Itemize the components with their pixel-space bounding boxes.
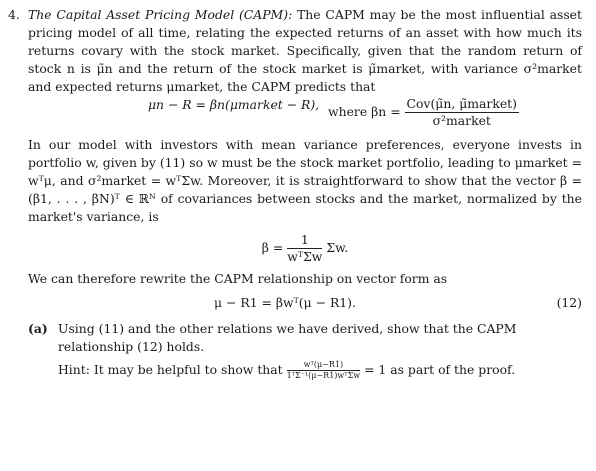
capm-equation <box>28 96 582 136</box>
beta-numerator: 1 <box>287 232 322 249</box>
beta-n-definition <box>328 96 519 129</box>
equation-12-body: μ − R1 = βwᵀ(μ − R1). <box>214 295 356 310</box>
beta-equation <box>28 226 582 270</box>
part-a-label: (a) <box>28 321 48 336</box>
beta-rhs: Σw. <box>326 240 349 255</box>
problem-number: 4. <box>8 7 20 22</box>
beta-denominator: wᵀΣw <box>287 249 323 264</box>
hint-fraction <box>287 360 361 381</box>
part-a <box>28 320 582 381</box>
model-paragraph: In our model with investors with mean variance preferences, everyone invests in portfolio w, given by (11) so w must be the stock market portfolio, leading to μmarket = wᵀμ, and σ²market = wᵀΣw. Moreover, it is straightforward to show that the vector β = (β1, . . . , βN)ᵀ ∈ ℝᴺ of covariances between stocks and the market, normalized by the market's variance, is <box>28 137 582 224</box>
capm-equation-left: μn − R = βn(μmarket − R), <box>148 97 320 112</box>
hint-numerator: wᵀ(μ−R1) <box>287 360 361 371</box>
beta-fraction <box>287 232 322 265</box>
beta-n-fraction <box>405 96 519 129</box>
part-a-body <box>58 320 582 381</box>
problem-title: The Capital Asset Pricing Model (CAPM): <box>28 7 293 22</box>
hint-suffix: = 1 as part of the proof. <box>364 362 516 377</box>
beta-lhs: β = <box>261 240 284 255</box>
hint-denominator: 1ᵀΣ⁻¹(μ−R1)wᵀΣw <box>286 371 361 380</box>
problem-4 <box>8 6 582 381</box>
intro-text: The CAPM may be the most influential asset pricing model of all time, relating the expected returns of an asset with how much its returns covary with the stock market. Specifically, given that the random return of stock n is μ̃n and the return of the stock market is μ̃market, with variance σ²market and expected returns μmarket, the CAPM predicts that <box>28 7 582 94</box>
beta-n-numerator: Cov(μ̃n, μ̃market) <box>406 96 517 111</box>
intro-paragraph <box>28 6 582 96</box>
rewrite-paragraph: We can therefore rewrite the CAPM relationship on vector form as <box>28 271 448 286</box>
equation-12-tag: (12) <box>556 295 582 310</box>
where-label: where βn = <box>328 104 401 119</box>
hint-prefix: Hint: It may be helpful to show that <box>58 362 283 377</box>
beta-n-denominator: σ²market <box>432 113 491 128</box>
equation-12 <box>28 288 582 318</box>
hint-line <box>58 360 582 381</box>
part-a-text: Using (11) and the other relations we have derived, show that the CAPM relationship (12) holds. <box>58 321 517 354</box>
problem-body <box>28 6 582 381</box>
